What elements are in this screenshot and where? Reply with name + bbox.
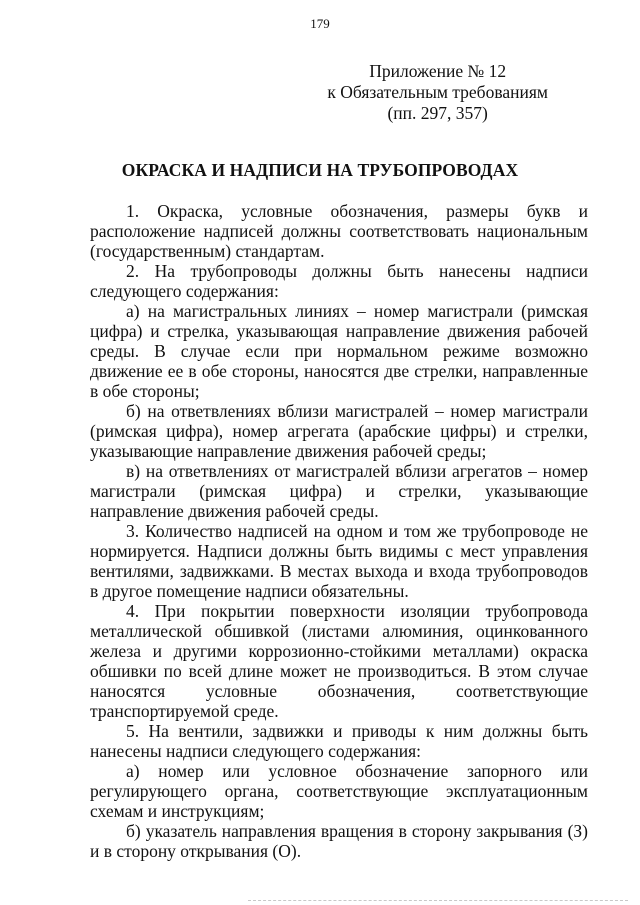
paragraph-5a: а) номер или условное обозначение запорного или регулирующего органа, соответствующие эксплуатационным схемам и инструкциям; xyxy=(90,761,588,821)
document-title: ОКРАСКА И НАДПИСИ НА ТРУБОПРОВОДАХ xyxy=(121,160,519,180)
appendix-header xyxy=(327,61,548,124)
paragraph-2: 2. На трубопроводы должны быть нанесены надписи следующего содержания: xyxy=(90,261,588,301)
paragraph-2b: б) на ответвлениях вблизи магистралей – номер магистрали (римская цифра), номер агрегата (арабские цифры) и стрелки, указывающие направление движения рабочей среды; xyxy=(90,401,588,461)
bottom-scan-line xyxy=(248,900,628,901)
paragraph-1: 1. Окраска, условные обозначения, размеры букв и расположение надписей должны соответствовать национальным (государственным) стандартам. xyxy=(90,201,588,261)
paragraph-5b: б) указатель направления вращения в сторону закрывания (З) и в сторону открывания (О). xyxy=(90,821,588,861)
page-number: 179 xyxy=(310,16,330,31)
paragraph-4: 4. При покрытии поверхности изоляции трубопровода металлической обшивкой (листами алюминия, оцинкованного железа и другими коррозионно-стойкими металлами) окраска обшивки по всей длине может не производиться. В этом случае наносятся условные обозначения, соответствующие транспортируемой среде. xyxy=(90,601,588,721)
paragraph-5: 5. На вентили, задвижки и приводы к ним должны быть нанесены надписи следующего содержания: xyxy=(90,721,588,761)
paragraph-2c: в) на ответвлениях от магистралей вблизи агрегатов – номер магистрали (римская цифра) и стрелки, указывающие направление движения рабочей среды. xyxy=(90,461,588,521)
paragraph-3: 3. Количество надписей на одном и том же трубопроводе не нормируется. Надписи должны быть видимы с мест управления вентилями, задвижками. В местах выхода и входа трубопроводов в другое помещение надписи обязательны. xyxy=(90,521,588,601)
appendix-line-3: (пп. 297, 357) xyxy=(387,103,488,123)
appendix-line-1: Приложение № 12 xyxy=(369,61,507,81)
paragraph-2a: а) на магистральных линиях – номер магистрали (римская цифра) и стрелка, указывающая направление движения рабочей среды. В случае если при нормальном режиме возможно движение ее в обе стороны, наносятся две стрелки, направленные в обе стороны; xyxy=(90,301,588,401)
document-body xyxy=(90,201,588,861)
appendix-line-2: к Обязательным требованиям xyxy=(327,82,548,102)
